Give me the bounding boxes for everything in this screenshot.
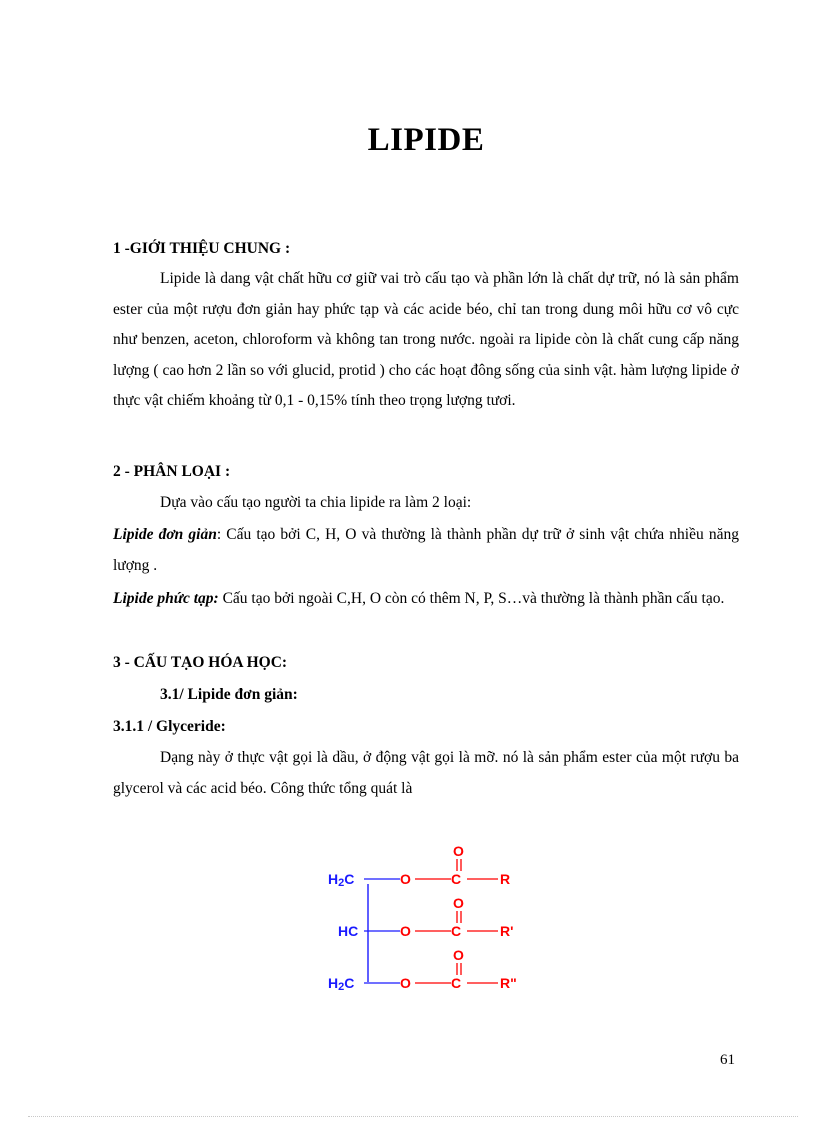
page-bottom-divider [28, 1116, 798, 1117]
backbone-group-1: H2C [328, 871, 355, 889]
section-1-body: Lipide là dang vật chất hữu cơ giữ vai trò cấu tạo và phần lớn là chất dự trữ, nó là sản phẩm ester của một rượu đơn giản hay phức tạp và các acide béo, chỉ tan trong dung môi hữu cơ vô cực như benzen, aceton, chloroform và không tan trong nước. ngoài ra lipide còn là chất cung cấp năng lượng ( cao hơn 2 lần so với glucid, protid ) cho các hoạt đông sống của sinh vật. hàm lượng lipide ở thực vật chiếm khoảng từ 0,1 - 0,15% tính theo trọng lượng tươi. [113, 270, 739, 409]
ester-oxygen-2: O [400, 923, 411, 939]
carbonyl-oxygen-1: O [453, 843, 464, 859]
page-number: 61 [720, 1052, 735, 1068]
carbonyl-oxygen-3: O [453, 947, 464, 963]
backbone-group-3: H2C [328, 975, 355, 993]
ester-row-3 [328, 947, 517, 993]
ester-oxygen-3: O [400, 975, 411, 991]
section-3-1-heading: 3.1/ Lipide đơn giản: [160, 686, 298, 703]
simple-lipide-term: Lipide đơn giản [113, 526, 217, 543]
complex-lipide-text: Cấu tạo bởi ngoài C,H, O còn có thêm N, P, S…và thường là thành phần cấu tạo. [218, 590, 725, 607]
ester-row-1 [328, 843, 510, 889]
backbone-group-2: HC [338, 923, 359, 939]
ester-row-2 [338, 895, 513, 939]
carbonyl-carbon-1: C [451, 871, 462, 887]
carbonyl-carbon-2: C [451, 923, 462, 939]
page-title: LIPIDE [367, 122, 485, 158]
section-3-body: Dạng này ở thực vật gọi là dầu, ở động vật gọi là mỡ. nó là sản phẩm ester của một rượu ba glycerol và các acid béo. Công thức tổng quát là [113, 749, 739, 797]
section-1-heading: 1 -GIỚI THIỆU CHUNG : [113, 240, 291, 257]
complex-lipide-term: Lipide phức tạp: [113, 590, 219, 607]
section-2-heading: 2 - PHÂN LOẠI : [113, 463, 231, 480]
complex-lipide-paragraph [113, 584, 739, 615]
section-2-intro: Dựa vào cấu tạo người ta chia lipide ra làm 2 loại: [160, 494, 472, 511]
r-group-2: R' [500, 923, 514, 939]
carbonyl-carbon-3: C [451, 975, 462, 991]
glyceride-formula [320, 838, 560, 1013]
r-group-1: R [500, 871, 511, 887]
simple-lipide-text: : Cấu tạo bởi C, H, O và thường là thành phần dự trữ ở sinh vật chứa nhiều năng lượng . [113, 526, 739, 574]
section-3-1-1-heading: 3.1.1 / Glyceride: [113, 718, 226, 735]
section-3-heading: 3 - CẤU TẠO HÓA HỌC: [113, 654, 288, 671]
simple-lipide-paragraph [113, 520, 739, 581]
carbonyl-oxygen-2: O [453, 895, 464, 911]
ester-oxygen-1: O [400, 871, 411, 887]
r-group-3: R" [500, 975, 517, 991]
